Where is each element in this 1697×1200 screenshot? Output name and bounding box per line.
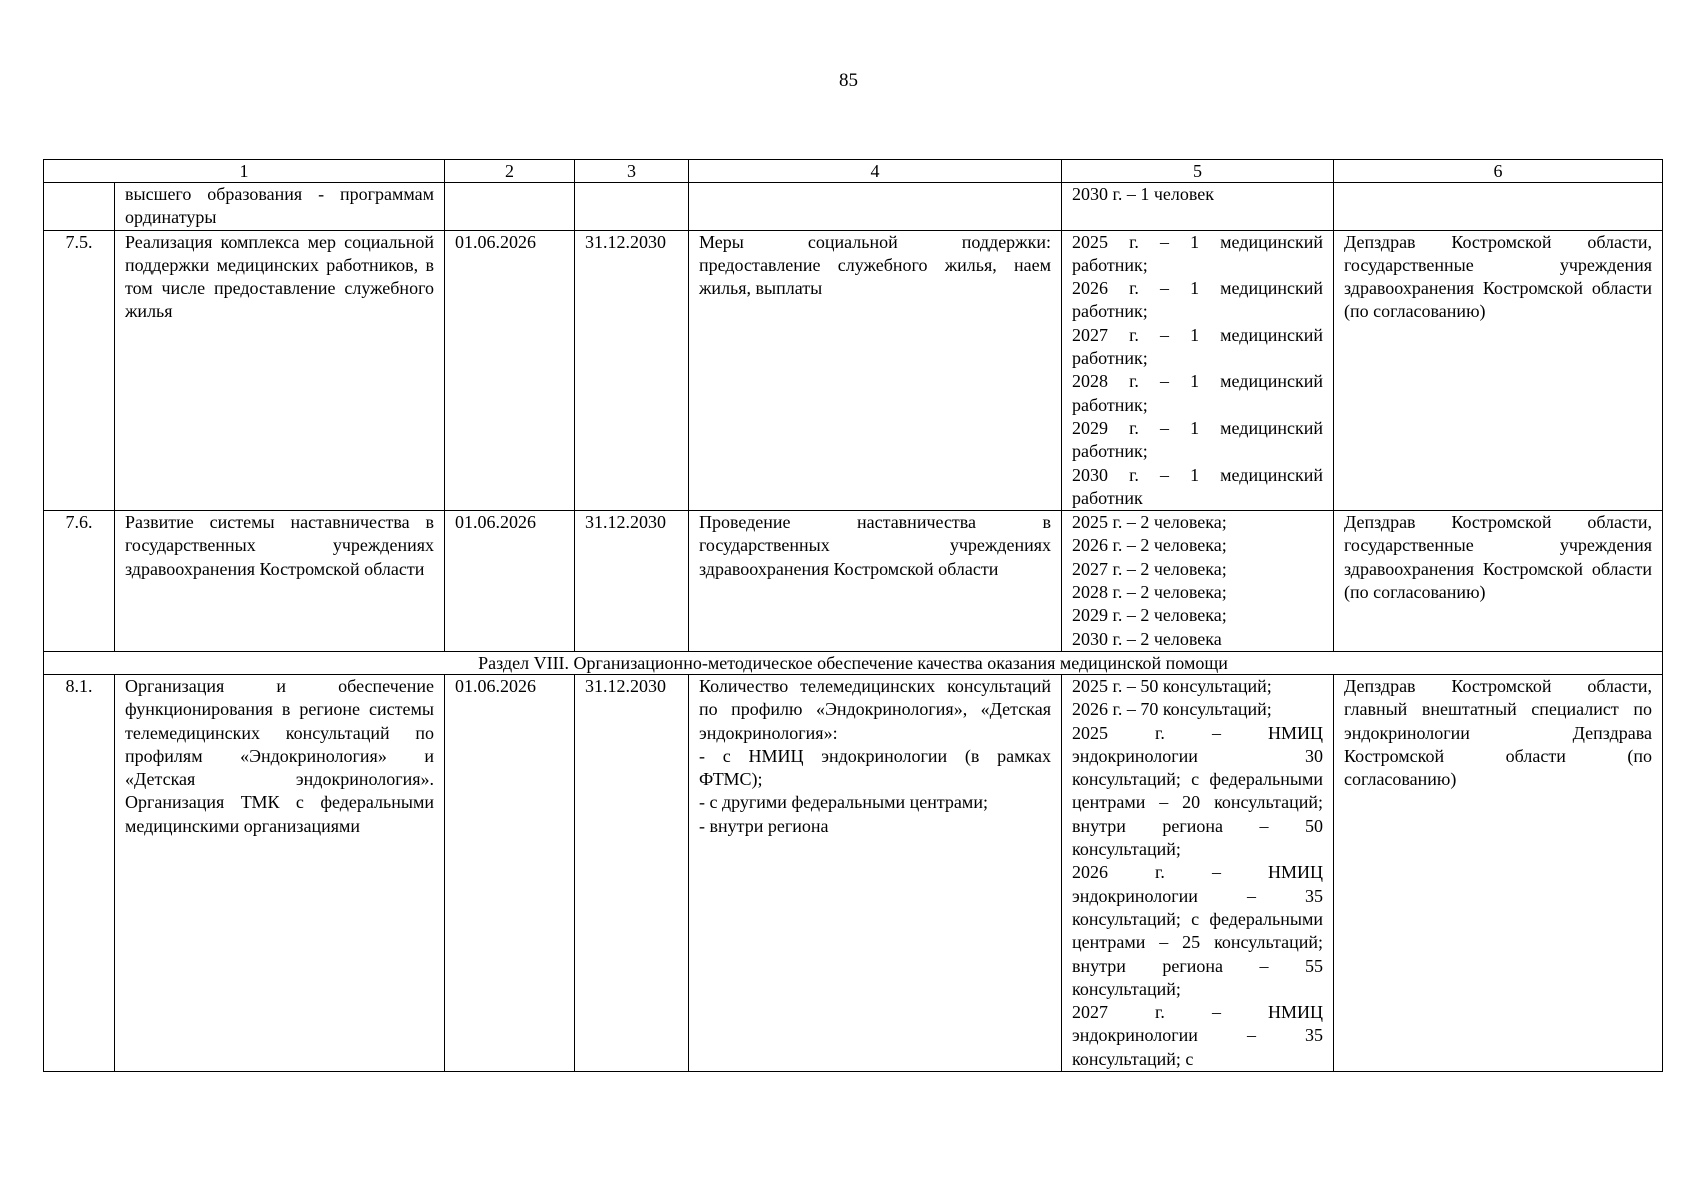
result-line: Количество телемедицинских консультаций по профилю «Эндокринология», «Детская эндокринология»: [699,675,1051,743]
cell-end [575,183,689,231]
cell-num: 7.5. [44,230,115,511]
column-header-2: 2 [445,160,575,183]
indicator-line: 2030 г. – 2 человека [1072,628,1222,649]
cell-end: 31.12.2030 [575,674,689,1071]
indicator-line: 2025 г. – 1 медицинский работник; [1072,231,1323,275]
indicator-line: 2028 г. – 2 человека; [1072,582,1227,603]
cell-end: 31.12.2030 [575,230,689,511]
indicator-line: 2028 г. – 1 медицинский работник; [1072,371,1323,415]
cell-responsible: Депздрав Костромской области, государственные учреждения здравоохранения Костромской области (по согласованию) [1334,230,1663,511]
page-number: 85 [839,70,858,91]
cell-result: Меры социальной поддержки: предоставление служебного жилья, наем жилья, выплаты [689,230,1062,511]
cell-result [689,674,1062,1071]
column-header-5: 5 [1062,160,1334,183]
indicator-line: 2030 г. – 1 медицинский работник [1072,464,1323,508]
cell-name: Организация и обеспечение функционирования в регионе системы телемедицинских консультаций по профилям «Эндокринология» и «Детская эндокринология». Организация ТМК с федеральными медицинскими организациями [115,674,445,1071]
cell-num: 8.1. [44,674,115,1071]
table-row [44,674,1663,1071]
indicator-line: 2025 г. – 2 человека; [1072,512,1227,533]
column-header-3: 3 [575,160,689,183]
cell-responsible: Депздрав Костромской области, государственные учреждения здравоохранения Костромской области (по согласованию) [1334,511,1663,652]
cell-responsible: Депздрав Костромской области, главный внештатный специалист по эндокринологии Депздрава Костромской области (по согласованию) [1334,674,1663,1071]
cell-result: Проведение наставничества в государственных учреждениях здравоохранения Костромской области [689,511,1062,652]
indicator-line: 2029 г. – 2 человека; [1072,605,1227,626]
column-header-1: 1 [44,160,445,183]
indicator-line: 2026 г. – 2 человека; [1072,535,1227,556]
cell-name: высшего образования - программам ординатуры [115,183,445,231]
cell-start: 01.06.2026 [445,511,575,652]
cell-start [445,183,575,231]
cell-indicator [1062,511,1334,652]
cell-name: Развитие системы наставничества в государственных учреждениях здравоохранения Костромской области [115,511,445,652]
plan-table [43,159,1663,1072]
indicator-line: 2027 г. – НМИЦ эндокринологии – 35 консультаций; с [1072,1002,1323,1069]
indicator-line: 2027 г. – 1 медицинский работник; [1072,324,1323,369]
cell-indicator [1062,230,1334,511]
indicator-line: 2025 г. – 50 консультаций; [1072,675,1272,696]
result-line: - внутри региона [699,815,829,836]
column-header-4: 4 [689,160,1062,183]
cell-indicator: 2030 г. – 1 человек [1062,183,1334,231]
indicator-line: 2026 г. – 70 консультаций; [1072,699,1272,720]
indicator-line: 2027 г. – 2 человека; [1072,558,1227,579]
table-row [44,230,1663,511]
cell-num: 7.6. [44,511,115,652]
result-line: - с НМИЦ эндокринологии (в рамках ФТМС); [699,745,1051,790]
column-header-6: 6 [1334,160,1663,183]
cell-start: 01.06.2026 [445,674,575,1071]
indicator-line: 2025 г. – НМИЦ эндокринологии 30 консультаций; с федеральными центрами – 20 консультаций; внутри региона – 50 консультаций; [1072,722,1323,860]
cell-indicator [1062,674,1334,1071]
section-header-row [44,651,1663,674]
section-title: Раздел VIII. Организационно-методическое обеспечение качества оказания медицинской помощи [44,651,1663,674]
column-header-row [44,160,1663,183]
table-row-continuation [44,183,1663,231]
table-row [44,511,1663,652]
cell-result [689,183,1062,231]
indicator-line: 2026 г. – НМИЦ эндокринологии – 35 консультаций; с федеральными центрами – 25 консультаций; внутри региона – 55 консультаций; [1072,862,1323,999]
indicator-line: 2029 г. – 1 медицинский работник; [1072,417,1323,462]
cell-responsible [1334,183,1663,231]
cell-num [44,183,115,231]
result-line: - с другими федеральными центрами; [699,792,988,813]
cell-name: Реализация комплекса мер социальной поддержки медицинских работников, в том числе предоставление служебного жилья [115,230,445,511]
indicator-line: 2026 г. – 1 медицинский работник; [1072,278,1323,322]
cell-end: 31.12.2030 [575,511,689,652]
cell-start: 01.06.2026 [445,230,575,511]
